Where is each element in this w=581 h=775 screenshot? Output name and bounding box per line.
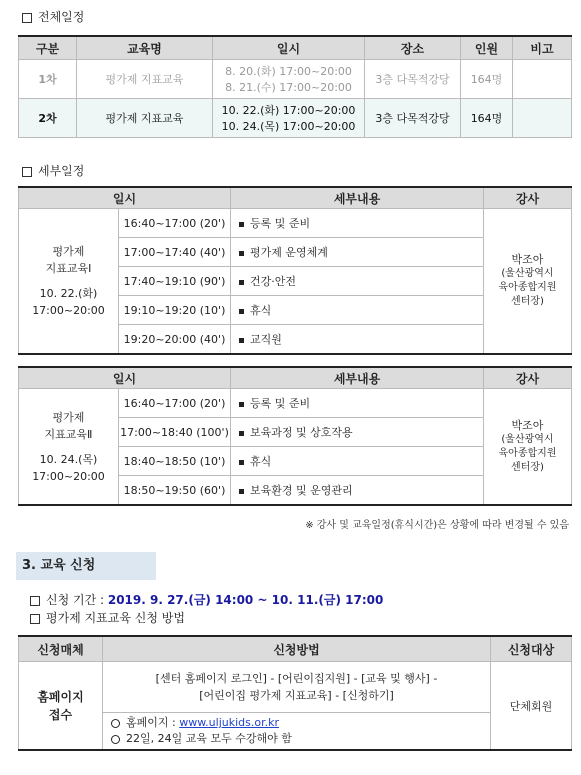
slot-time: 16:40~17:00 (20') bbox=[119, 389, 231, 418]
section-title: 3. 교육 신청 bbox=[16, 552, 156, 580]
detail-heading: 세부일정 bbox=[22, 162, 84, 179]
slot-time: 17:00~17:40 (40') bbox=[119, 238, 231, 267]
checkbox-bullet-icon bbox=[22, 13, 32, 23]
row-note bbox=[513, 60, 572, 99]
speaker: 박조아 (울산광역시 육아종합지원 센터장) bbox=[484, 389, 572, 506]
row-date: 8. 20.(화) 17:00~20:00 8. 21.(수) 17:00~20:00 bbox=[213, 60, 365, 99]
square-bullet-icon bbox=[239, 222, 244, 227]
apply-path: [센터 홈페이지 로그인] - [어린이집지원] - [교육 및 행사] - [어린이집 평가제 지표교육] - [신청하기] bbox=[103, 662, 491, 713]
session-info: 평가제 지표교육Ⅱ 10. 24.(목) 17:00~20:00 bbox=[19, 389, 119, 506]
row-place: 3층 다목적강당 bbox=[365, 99, 461, 138]
row-gubun: 1차 bbox=[19, 60, 77, 99]
square-bullet-icon bbox=[239, 431, 244, 436]
table-row bbox=[19, 662, 572, 713]
slot-time: 18:50~19:50 (60') bbox=[119, 476, 231, 506]
row-people: 164명 bbox=[461, 99, 513, 138]
table-header-row bbox=[19, 636, 572, 662]
square-bullet-icon bbox=[239, 402, 244, 407]
slot-item: 등록 및 준비 bbox=[231, 209, 484, 238]
slot-item: 교직원 bbox=[231, 325, 484, 355]
homepage-link[interactable]: www.uljukids.or.kr bbox=[179, 716, 280, 729]
speaker: 박조아 (울산광역시 육아종합지원 센터장) bbox=[484, 209, 572, 355]
square-bullet-icon bbox=[239, 309, 244, 314]
col-header: 일시 bbox=[19, 187, 231, 209]
table-row bbox=[19, 99, 572, 138]
col-header: 세부내용 bbox=[231, 187, 484, 209]
slot-time: 17:00~18:40 (100') bbox=[119, 418, 231, 447]
slot-time: 17:40~19:10 (90') bbox=[119, 267, 231, 296]
detail-schedule-table-1 bbox=[18, 186, 572, 355]
col-header: 세부내용 bbox=[231, 367, 484, 389]
row-gubun: 2차 bbox=[19, 99, 77, 138]
square-bullet-icon bbox=[239, 338, 244, 343]
slot-item: 건강·안전 bbox=[231, 267, 484, 296]
row-people: 164명 bbox=[461, 60, 513, 99]
col-header: 구분 bbox=[19, 36, 77, 60]
slot-item: 평가제 운영체계 bbox=[231, 238, 484, 267]
slot-item: 보육과정 및 상호작용 bbox=[231, 418, 484, 447]
square-bullet-icon bbox=[239, 489, 244, 494]
slot-item: 휴식 bbox=[231, 447, 484, 476]
apply-period: 신청 기간 : 2019. 9. 27.(금) 14:00 ~ 10. 11.(금) 17:00 bbox=[30, 591, 383, 608]
circle-bullet-icon bbox=[111, 735, 120, 744]
table-header-row bbox=[19, 187, 572, 209]
slot-time: 19:10~19:20 (10') bbox=[119, 296, 231, 325]
detail-schedule-table-2 bbox=[18, 366, 572, 506]
session-info: 평가제 지표교육Ⅰ 10. 22.(화) 17:00~20:00 bbox=[19, 209, 119, 355]
table-header-row bbox=[19, 36, 572, 60]
slot-item: 등록 및 준비 bbox=[231, 389, 484, 418]
col-header: 일시 bbox=[19, 367, 231, 389]
table-row bbox=[19, 389, 572, 418]
slot-time: 19:20~20:00 (40') bbox=[119, 325, 231, 355]
square-bullet-icon bbox=[239, 280, 244, 285]
col-header: 인원 bbox=[461, 36, 513, 60]
col-header: 신청방법 bbox=[103, 636, 491, 662]
apply-table bbox=[18, 635, 572, 751]
col-header: 일시 bbox=[213, 36, 365, 60]
checkbox-bullet-icon bbox=[30, 614, 40, 624]
schedule-note: ※ 강사 및 교육일정(휴식시간)은 상황에 따라 변경될 수 있음 bbox=[305, 520, 569, 531]
col-header: 신청매체 bbox=[19, 636, 103, 662]
col-header: 강사 bbox=[484, 367, 572, 389]
slot-time: 16:40~17:00 (20') bbox=[119, 209, 231, 238]
row-name: 평가제 지표교육 bbox=[77, 60, 213, 99]
row-name: 평가제 지표교육 bbox=[77, 99, 213, 138]
col-header: 신청대상 bbox=[491, 636, 572, 662]
table-row bbox=[19, 60, 572, 99]
square-bullet-icon bbox=[239, 460, 244, 465]
table-row bbox=[19, 209, 572, 238]
square-bullet-icon bbox=[239, 251, 244, 256]
col-header: 비고 bbox=[513, 36, 572, 60]
row-note bbox=[513, 99, 572, 138]
slot-item: 보육환경 및 운영관리 bbox=[231, 476, 484, 506]
overall-schedule-table bbox=[18, 35, 572, 138]
checkbox-bullet-icon bbox=[22, 167, 32, 177]
slot-time: 18:40~18:50 (10') bbox=[119, 447, 231, 476]
col-header: 장소 bbox=[365, 36, 461, 60]
circle-bullet-icon bbox=[111, 719, 120, 728]
row-place: 3층 다목적강당 bbox=[365, 60, 461, 99]
apply-target: 단체회원 bbox=[491, 662, 572, 751]
row-date: 10. 22.(화) 17:00~20:00 10. 24.(목) 17:00~20:00 bbox=[213, 99, 365, 138]
checkbox-bullet-icon bbox=[30, 596, 40, 606]
method-heading: 평가제 지표교육 신청 방법 bbox=[30, 609, 185, 626]
apply-medium: 홈페이지 접수 bbox=[19, 662, 103, 751]
slot-item: 휴식 bbox=[231, 296, 484, 325]
table-header-row bbox=[19, 367, 572, 389]
apply-notes: 홈페이지 : www.uljukids.or.kr 22일, 24일 교육 모두 수강해야 함 bbox=[103, 713, 491, 751]
overall-heading: 전체일정 bbox=[22, 8, 84, 25]
col-header: 교육명 bbox=[77, 36, 213, 60]
col-header: 강사 bbox=[484, 187, 572, 209]
